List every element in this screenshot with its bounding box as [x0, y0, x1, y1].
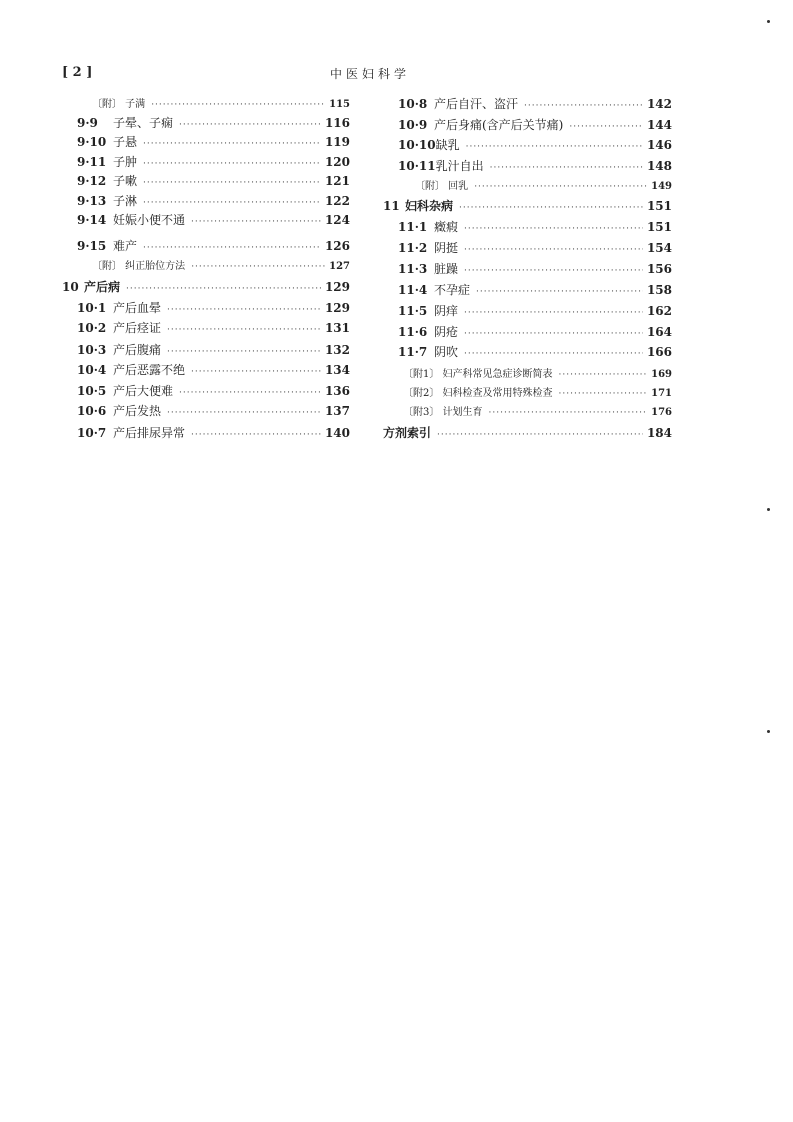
entry-title: 〔附3〕 计划生育	[403, 407, 483, 418]
toc-entry	[77, 382, 350, 398]
entry-page: 151	[646, 220, 672, 234]
toc-entry	[398, 260, 672, 276]
entry-page: 184	[646, 426, 672, 440]
toc-entry	[398, 218, 672, 234]
leader-dots	[524, 101, 643, 111]
leader-dots	[464, 224, 643, 234]
entry-page: 140	[324, 426, 350, 440]
entry-number: 10·1	[77, 301, 107, 315]
entry-page: 156	[646, 262, 672, 276]
entry-title: 产后病	[84, 280, 121, 294]
toc-entry	[398, 343, 672, 359]
leader-dots	[191, 217, 321, 227]
leader-dots	[464, 329, 643, 339]
entry-title: 产后痉证	[113, 321, 162, 335]
leader-dots	[490, 163, 643, 173]
entry-number: 9·15	[77, 239, 107, 253]
entry-page: 166	[646, 345, 672, 359]
leader-dots	[167, 325, 321, 335]
toc-entry	[77, 424, 350, 440]
toc-entry	[77, 299, 350, 315]
entry-page: 171	[651, 388, 672, 399]
leader-dots	[559, 389, 648, 399]
entry-page: 151	[646, 199, 672, 213]
entry-page: 154	[646, 241, 672, 255]
toc-entry	[77, 153, 350, 169]
entry-page: 164	[646, 325, 672, 339]
entry-title: 癥瘕	[434, 220, 459, 234]
entry-page: 169	[651, 369, 672, 380]
leader-dots	[179, 120, 321, 130]
entry-number: 10·9	[398, 118, 428, 132]
entry-title: 子淋	[113, 194, 138, 208]
entry-title: 〔附1〕 妇产科常见急症诊断简表	[403, 369, 553, 380]
leader-dots	[464, 245, 643, 255]
entry-title: 〔附〕 子满	[92, 99, 146, 110]
entry-title: 产后恶露不绝	[113, 363, 186, 377]
leader-dots	[151, 100, 325, 110]
leader-dots	[167, 347, 321, 357]
toc-entry	[77, 114, 350, 130]
leader-dots	[489, 408, 648, 418]
toc-entry	[383, 424, 672, 440]
entry-title: 〔附〕 回乳	[415, 181, 469, 192]
entry-number: 9·10	[77, 135, 107, 149]
entry-title: 不孕症	[434, 283, 471, 297]
entry-title: 阴挺	[434, 241, 459, 255]
entry-number: 9·9	[77, 116, 98, 130]
toc-entry	[62, 278, 350, 294]
entry-title: 阴痒	[434, 304, 459, 318]
entry-title: 产后发热	[113, 404, 162, 418]
scan-speck	[767, 730, 770, 733]
toc-entry	[415, 177, 672, 193]
entry-page: 137	[324, 404, 350, 418]
leader-dots	[179, 388, 321, 398]
toc-entry	[77, 341, 350, 357]
entry-page: 121	[324, 174, 350, 188]
entry-number: 11·1	[398, 220, 428, 234]
entry-page: 126	[324, 239, 350, 253]
entry-number: 10	[62, 280, 79, 294]
entry-title: 产后腹痛	[113, 343, 162, 357]
entry-title: 脏躁	[434, 262, 459, 276]
entry-title: 子晕、子痫	[113, 116, 174, 130]
entry-number: 9·13	[77, 194, 107, 208]
toc-entry	[398, 157, 672, 173]
entry-page: 127	[329, 261, 350, 272]
leader-dots	[559, 370, 648, 380]
running-header-title: 中医妇科学	[330, 67, 411, 81]
entry-title: 产后身痛(含产后关节痛)	[434, 118, 564, 132]
toc-entry	[77, 402, 350, 418]
entry-title: 子悬	[113, 135, 138, 149]
leader-dots	[143, 178, 321, 188]
entry-number: 10·10	[398, 138, 436, 152]
entry-page: 162	[646, 304, 672, 318]
entry-title: 子肿	[113, 155, 138, 169]
entry-number: 11·4	[398, 283, 428, 297]
entry-title: 〔附2〕 妇科检查及常用特殊检查	[403, 388, 553, 399]
entry-title: 难产	[113, 239, 138, 253]
leader-dots	[476, 287, 643, 297]
entry-number: 11·6	[398, 325, 428, 339]
entry-page: 129	[324, 301, 350, 315]
toc-entry	[92, 95, 350, 111]
entry-number: 11·2	[398, 241, 428, 255]
entry-number: 11·3	[398, 262, 428, 276]
toc-entry	[77, 133, 350, 149]
entry-number: 9·14	[77, 213, 107, 227]
leader-dots	[167, 305, 321, 315]
toc-entry	[398, 323, 672, 339]
toc-entry	[403, 365, 672, 381]
entry-page: 136	[324, 384, 350, 398]
entry-page: 134	[324, 363, 350, 377]
leader-dots	[167, 408, 321, 418]
toc-entry	[77, 172, 350, 188]
entry-page: 116	[324, 116, 350, 130]
entry-title: 方剂索引	[383, 426, 432, 440]
toc-entry	[398, 281, 672, 297]
entry-page: 142	[646, 97, 672, 111]
entry-number: 10·11	[398, 159, 436, 173]
entry-title: 子嗽	[113, 174, 138, 188]
toc-entry	[403, 384, 672, 400]
leader-dots	[143, 159, 321, 169]
scan-speck	[767, 20, 770, 23]
entry-number: 11	[383, 199, 400, 213]
leader-dots	[126, 284, 321, 294]
entry-number: 10·6	[77, 404, 107, 418]
entry-page: 158	[646, 283, 672, 297]
entry-title: 产后大便难	[113, 384, 174, 398]
toc-entry	[77, 361, 350, 377]
entry-page: 115	[329, 99, 350, 110]
entry-page: 176	[651, 407, 672, 418]
entry-page: 131	[324, 321, 350, 335]
entry-title: 阴吹	[434, 345, 459, 359]
leader-dots	[191, 367, 321, 377]
entry-page: 146	[646, 138, 672, 152]
entry-title: 乳汁自出	[435, 159, 484, 173]
toc-entry	[77, 237, 350, 253]
entry-page: 119	[324, 135, 350, 149]
entry-page: 129	[324, 280, 350, 294]
entry-number: 10·8	[398, 97, 428, 111]
entry-number: 10·4	[77, 363, 107, 377]
entry-number: 10·7	[77, 426, 107, 440]
entry-page: 120	[324, 155, 350, 169]
leader-dots	[464, 349, 643, 359]
entry-page: 148	[646, 159, 672, 173]
scan-speck	[767, 508, 770, 511]
entry-number: 10·3	[77, 343, 107, 357]
leader-dots	[569, 122, 643, 132]
entry-title: 缺乳	[435, 138, 460, 152]
leader-dots	[143, 139, 321, 149]
leader-dots	[191, 430, 321, 440]
entry-number: 9·11	[77, 155, 107, 169]
entry-number: 9·12	[77, 174, 107, 188]
page-number: [ 2 ]	[62, 65, 93, 80]
toc-entry	[398, 239, 672, 255]
entry-title: 产后血晕	[113, 301, 162, 315]
entry-page: 132	[324, 343, 350, 357]
toc-entry	[398, 116, 672, 132]
entry-title: 妇科杂病	[405, 199, 454, 213]
toc-entry	[398, 95, 672, 111]
leader-dots	[459, 203, 643, 213]
toc-entry	[403, 403, 672, 419]
entry-page: 149	[651, 181, 672, 192]
leader-dots	[464, 266, 643, 276]
entry-title: 〔附〕 纠正胎位方法	[92, 261, 186, 272]
toc-entry	[77, 192, 350, 208]
entry-number: 11·5	[398, 304, 428, 318]
entry-title: 阴疮	[434, 325, 459, 339]
leader-dots	[191, 262, 325, 272]
entry-title: 产后排尿异常	[113, 426, 186, 440]
leader-dots	[437, 430, 643, 440]
leader-dots	[466, 142, 643, 152]
entry-title: 妊娠小便不通	[113, 213, 186, 227]
entry-number: 10·5	[77, 384, 107, 398]
entry-page: 124	[324, 213, 350, 227]
entry-title: 产后自汗、盗汗	[434, 97, 519, 111]
leader-dots	[464, 308, 643, 318]
entry-number: 10·2	[77, 321, 107, 335]
leader-dots	[143, 198, 321, 208]
toc-entry	[383, 197, 672, 213]
toc-entry	[92, 257, 350, 273]
leader-dots	[474, 182, 647, 192]
toc-entry	[77, 319, 350, 335]
entry-page: 122	[324, 194, 350, 208]
toc-entry	[77, 211, 350, 227]
toc-entry	[398, 302, 672, 318]
entry-page: 144	[646, 118, 672, 132]
toc-entry	[398, 136, 672, 152]
leader-dots	[143, 243, 321, 253]
entry-number: 11·7	[398, 345, 428, 359]
